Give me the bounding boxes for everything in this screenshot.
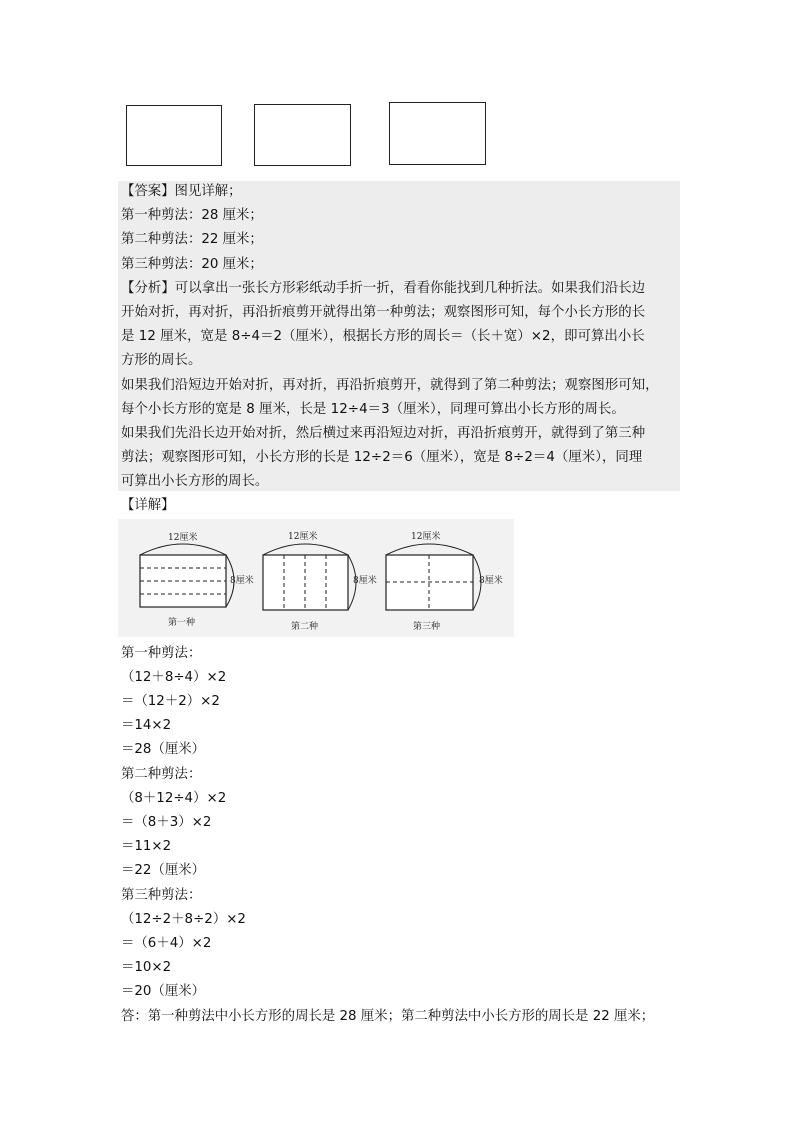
method-1-line-4: ＝28（厘米） — [121, 742, 205, 757]
cutting-figure — [118, 519, 514, 637]
method-1-line-3: ＝14×2 — [121, 718, 172, 733]
method-3-line-3: ＝10×2 — [121, 960, 172, 975]
analysis-line-9: 可算出小长方形的周长。 — [121, 474, 269, 489]
method-1-line-2: ＝（12＋2）×2 — [121, 694, 220, 709]
diagram-3-side-label: 8厘米 — [479, 576, 503, 586]
method-3-line-1: （12÷2＋8÷2）×2 — [121, 912, 246, 927]
method-3-title: 第三种剪法： — [121, 888, 202, 903]
answer-cut3: 第三种剪法：20 厘米； — [121, 257, 263, 272]
diagram-2-side-label: 8厘米 — [353, 576, 377, 586]
method-2-line-3: ＝11×2 — [121, 839, 172, 854]
method-2-title: 第二种剪法： — [121, 767, 202, 782]
diagram-1-top-arc — [140, 544, 226, 555]
diagram-2-caption: 第二种 — [291, 622, 319, 632]
method-3-line-4: ＝20（厘米） — [121, 984, 205, 999]
analysis-line-1: 【分析】可以拿出一张长方形彩纸动手折一折，看看你能找到几种折法。如果我们沿长边 — [121, 281, 646, 296]
method-2-line-2: ＝（8＋3）×2 — [121, 815, 212, 830]
analysis-line-2: 开始对折，再对折，再沿折痕剪开就得出第一种剪法；观察图形可知，每个小长方形的长 — [121, 305, 646, 320]
diagram-2-top-arc — [263, 544, 348, 555]
analysis-line-7: 如果我们先沿长边开始对折，然后横过来再沿短边对折，再沿折痕剪开，就得到了第三种 — [121, 426, 646, 441]
diagram-3-top-label: 12厘米 — [411, 532, 441, 542]
diagram-1-caption: 第一种 — [168, 618, 196, 628]
blank-rectangle-2 — [254, 104, 351, 166]
method-2-line-4: ＝22（厘米） — [121, 863, 205, 878]
answer-cut2: 第二种剪法：22 厘米； — [121, 232, 263, 247]
answer-heading: 【答案】图见详解； — [121, 184, 242, 199]
analysis-line-6: 每个小长方形的宽是 8 厘米，长是 12÷4＝3（厘米），同理可算出小长方形的周长。 — [121, 402, 625, 417]
diagram-1-top-label: 12厘米 — [168, 533, 198, 543]
analysis-line-3: 是 12 厘米，宽是 8÷4＝2（厘米），根据长方形的周长＝（长＋宽）×2，即可算出小长 — [121, 329, 645, 344]
method-2-line-1: （8＋12÷4）×2 — [121, 791, 227, 806]
diagram-1-side-label: 8厘米 — [230, 576, 254, 586]
diagram-2-top-label: 12厘米 — [288, 532, 318, 542]
method-3-line-2: ＝（6＋4）×2 — [121, 936, 212, 951]
answer-cut1: 第一种剪法：28 厘米； — [121, 208, 263, 223]
diagram-3-top-arc — [386, 544, 473, 555]
final-answer: 答：第一种剪法中小长方形的周长是 28 厘米；第二种剪法中小长方形的周长是 22 厘米； — [121, 1009, 655, 1024]
detail-heading: 【详解】 — [121, 498, 175, 513]
diagram-1 — [140, 531, 254, 628]
blank-rectangle-1 — [126, 105, 222, 166]
diagram-3 — [386, 530, 503, 632]
analysis-line-5: 如果我们沿短边开始对折，再对折，再沿折痕剪开，就得到了第二种剪法；观察图形可知， — [121, 378, 659, 393]
method-1-line-1: （12＋8÷4）×2 — [121, 670, 227, 685]
cutting-figure-svg — [118, 519, 514, 637]
method-1-title: 第一种剪法： — [121, 646, 202, 661]
blank-rectangle-3 — [389, 102, 486, 165]
diagram-2 — [263, 530, 377, 632]
diagram-3-caption: 第三种 — [413, 622, 441, 632]
analysis-line-4: 方形的周长。 — [121, 353, 202, 368]
analysis-line-8: 剪法；观察图形可知，小长方形的长是 12÷2＝6（厘米），宽是 8÷2＝4（厘米），同理 — [121, 450, 643, 465]
